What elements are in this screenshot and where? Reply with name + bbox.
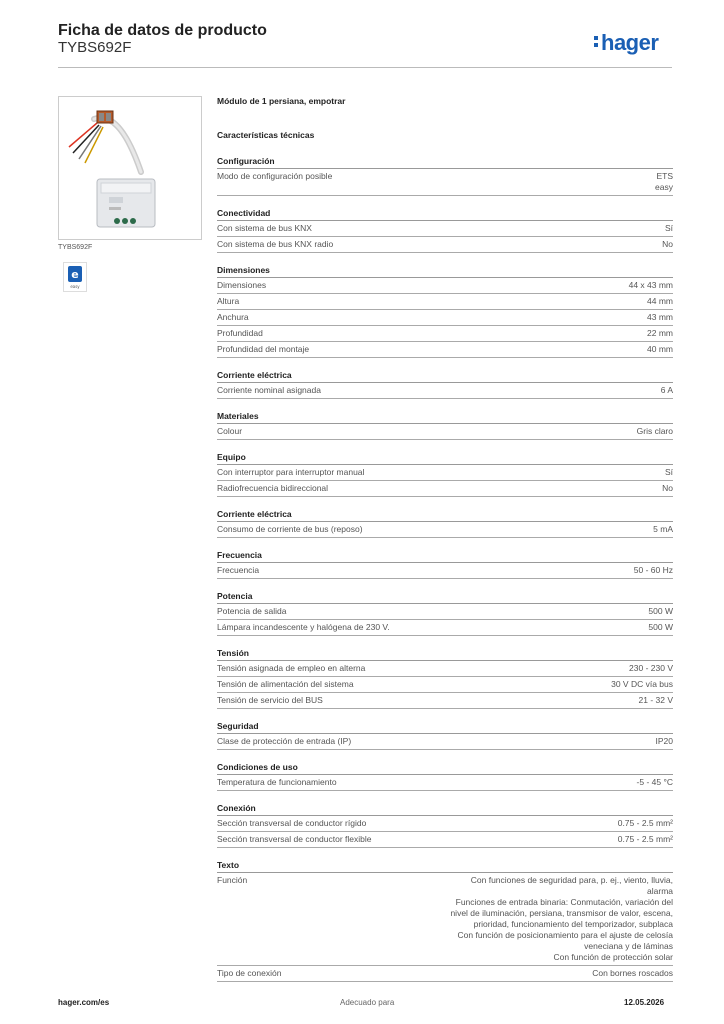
spec-value-line: 44 x 43 mm — [628, 280, 673, 290]
spec-row — [217, 221, 673, 237]
page-title: Ficha de datos de producto — [58, 22, 267, 39]
spec-value-line: 22 mm — [647, 328, 673, 338]
spec-value — [618, 834, 673, 845]
spec-label: Función — [217, 875, 248, 885]
spec-value-line: 44 mm — [647, 296, 673, 306]
spec-value-line: 6 A — [660, 385, 673, 395]
logo-dots-icon — [594, 36, 599, 50]
spec-value-line: 0.75 - 2.5 mm² — [617, 818, 673, 828]
spec-value — [665, 223, 673, 234]
spec-value — [611, 679, 673, 690]
badge-label: easy — [70, 284, 80, 289]
section-title: Configuración — [217, 156, 673, 169]
characteristics-title: Características técnicas — [217, 130, 315, 140]
spec-row — [217, 342, 673, 358]
spec-value-line: 500 W — [648, 622, 673, 632]
spec-value-line: No — [662, 483, 673, 493]
spec-label: Radiofrecuencia bidireccional — [217, 483, 329, 493]
section-title: Frecuencia — [217, 550, 673, 563]
spec-row — [217, 873, 673, 966]
spec-value-line: easy — [655, 182, 673, 192]
section-title: Conectividad — [217, 208, 673, 221]
spec-value — [661, 385, 673, 396]
spec-value-line: Con función de posicionamiento para el ajuste de celosía — [457, 930, 673, 940]
product-name: Módulo de 1 persiana, empotrar — [217, 96, 346, 106]
spec-row — [217, 563, 673, 579]
spec-label: Dimensiones — [217, 280, 267, 290]
spec-row — [217, 816, 673, 832]
spec-value-line: -5 - 45 °C — [636, 777, 673, 787]
spec-value — [647, 328, 673, 339]
spec-row — [217, 294, 673, 310]
spec-value-line: 230 - 230 V — [629, 663, 673, 673]
spec-label: Tensión asignada de empleo en alterna — [217, 663, 366, 673]
spec-value — [647, 312, 673, 323]
section-title: Corriente eléctrica — [217, 370, 673, 383]
section-title: Condiciones de uso — [217, 762, 673, 775]
spec-value — [647, 296, 673, 307]
spec-value-line: Gris claro — [636, 426, 673, 436]
spec-label: Corriente nominal asignada — [217, 385, 321, 395]
spec-content — [217, 96, 673, 982]
spec-value — [629, 280, 673, 291]
spec-label: Con interruptor para interruptor manual — [217, 467, 365, 477]
spec-value — [662, 239, 673, 250]
spec-value-line: 40 mm — [647, 344, 673, 354]
spec-label: Anchura — [217, 312, 249, 322]
spec-row — [217, 278, 673, 294]
spec-label: Modo de configuración posible — [217, 171, 333, 181]
spec-value — [639, 695, 674, 706]
spec-value-line: Funciones de entrada binaria: Conmutación, variación del — [455, 897, 673, 907]
spec-value — [653, 524, 673, 535]
spec-label: Altura — [217, 296, 240, 306]
hager-logo — [594, 30, 658, 56]
section-title: Seguridad — [217, 721, 673, 734]
spec-label: Colour — [217, 426, 243, 436]
spec-row — [217, 604, 673, 620]
spec-value — [662, 483, 673, 494]
spec-row — [217, 734, 673, 750]
product-image-icon — [59, 97, 201, 239]
spec-value-line: Sí — [664, 223, 673, 233]
spec-value — [648, 622, 673, 633]
section-title: Corriente eléctrica — [217, 509, 673, 522]
spec-value-line: nivel de iluminación, persiana, transmisor de valor, escena, — [450, 908, 673, 918]
spec-value-line: 43 mm — [647, 312, 673, 322]
spec-value-line: 500 W — [648, 606, 673, 616]
spec-value-line: ETS — [656, 171, 673, 181]
spec-label: Tensión de alimentación del sistema — [217, 679, 354, 689]
spec-row — [217, 169, 673, 196]
spec-value — [629, 663, 673, 674]
spec-value-line: 50 - 60 Hz — [633, 565, 673, 575]
spec-value — [592, 968, 673, 979]
spec-value — [450, 875, 673, 963]
section-title: Dimensiones — [217, 265, 673, 278]
spec-row — [217, 383, 673, 399]
footer-center-text: Adecuado para — [340, 998, 395, 1007]
easy-logo-icon — [64, 263, 86, 291]
spec-value — [648, 606, 673, 617]
spec-label: Tipo de conexión — [217, 968, 282, 978]
spec-label: Tensión de servicio del BUS — [217, 695, 323, 705]
spec-value-line: No — [662, 239, 673, 249]
spec-label: Frecuencia — [217, 565, 260, 575]
spec-row — [217, 310, 673, 326]
spec-value — [655, 171, 673, 193]
spec-row — [217, 522, 673, 538]
spec-value-line: prioridad, funcionamiento del temporizador, subplaca — [473, 919, 673, 929]
spec-label: Profundidad — [217, 328, 263, 338]
spec-value-line: Con funciones de seguridad para, p. ej., viento, lluvia, — [470, 875, 673, 885]
spec-label: Sección transversal de conductor rígido — [217, 818, 367, 828]
spec-value-line: Con bornes roscados — [592, 968, 673, 978]
spec-label: Lámpara incandescente y halógena de 230 V. — [217, 622, 390, 632]
spec-value-line: alarma — [647, 886, 673, 896]
spec-value — [634, 565, 673, 576]
spec-value — [637, 426, 673, 437]
spec-row — [217, 620, 673, 636]
spec-row — [217, 661, 673, 677]
spec-label: Clase de protección de entrada (IP) — [217, 736, 352, 746]
header-divider — [58, 67, 672, 68]
spec-row — [217, 693, 673, 709]
spec-label: Temperatura de funcionamiento — [217, 777, 337, 787]
section-title: Materiales — [217, 411, 673, 424]
spec-value — [665, 467, 673, 478]
spec-value-line: 5 mA — [653, 524, 673, 534]
spec-sections — [217, 156, 673, 982]
logo-text: hager — [601, 30, 659, 55]
easy-badge — [63, 262, 87, 292]
svg-text:e: e — [71, 268, 79, 281]
section-title: Texto — [217, 860, 673, 873]
spec-row — [217, 424, 673, 440]
footer-date: 12.05.2026 — [624, 998, 665, 1007]
section-title: Conexión — [217, 803, 673, 816]
spec-value-line: 30 V DC vía bus — [611, 679, 673, 689]
spec-value-line: 21 - 32 V — [638, 695, 673, 705]
spec-row — [217, 775, 673, 791]
product-code: TYBS692F — [58, 39, 132, 56]
spec-row — [217, 326, 673, 342]
spec-label: Con sistema de bus KNX radio — [217, 239, 334, 249]
product-photo — [58, 96, 202, 240]
spec-label: Consumo de corriente de bus (reposo) — [217, 524, 363, 534]
spec-value — [637, 777, 673, 788]
spec-label: Potencia de salida — [217, 606, 287, 616]
photo-caption: TYBS692F — [58, 244, 93, 251]
spec-value-line: Con función de protección solar — [553, 952, 673, 962]
section-title: Potencia — [217, 591, 673, 604]
spec-value-line: 0.75 - 2.5 mm² — [617, 834, 673, 844]
spec-value-line: IP20 — [655, 736, 673, 746]
spec-label: Profundidad del montaje — [217, 344, 310, 354]
spec-row — [217, 481, 673, 497]
section-title: Tensión — [217, 648, 673, 661]
spec-value-line: veneciana y de láminas — [584, 941, 673, 951]
spec-row — [217, 832, 673, 848]
spec-label: Sección transversal de conductor flexible — [217, 834, 372, 844]
spec-value-line: Sí — [664, 467, 673, 477]
spec-label: Con sistema de bus KNX — [217, 223, 312, 233]
section-title: Equipo — [217, 452, 673, 465]
footer-website[interactable]: hager.com/es — [58, 998, 110, 1007]
spec-value — [647, 344, 673, 355]
spec-value — [618, 818, 673, 829]
spec-row — [217, 465, 673, 481]
spec-row — [217, 966, 673, 982]
spec-row — [217, 237, 673, 253]
spec-value — [656, 736, 674, 747]
spec-row — [217, 677, 673, 693]
